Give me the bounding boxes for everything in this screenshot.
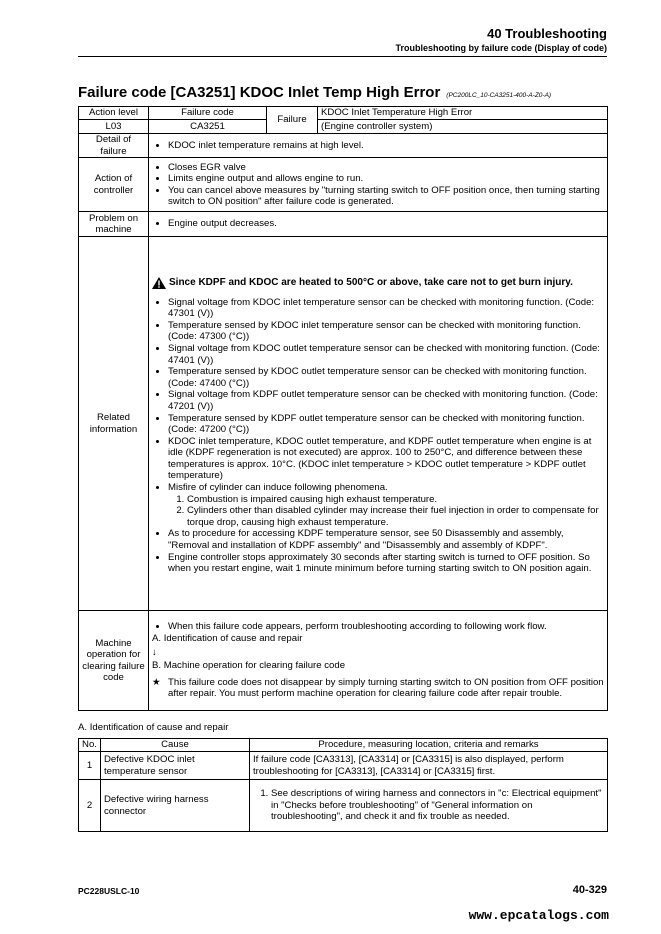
problem-label: Problem on machine	[79, 212, 149, 237]
detail-text: • KDOC inlet temperature remains at high level.	[168, 140, 604, 152]
footer-model: PC228USLC-10	[78, 886, 140, 896]
cause-table	[78, 738, 608, 832]
col-no: No.	[79, 739, 101, 752]
section-title: 40 Troubleshooting	[487, 26, 607, 41]
related-item	[168, 482, 604, 528]
table-row	[79, 752, 608, 780]
detail-cell	[149, 134, 608, 158]
col-procedure: Procedure, measuring location, criteria and remarks	[250, 739, 608, 752]
table-row	[79, 780, 608, 832]
related-item: • Engine controller stops approximately 30 seconds after starting switch is turned to OFF position. So when you restart engine, wait 1 minute minimum before turning starting switch to ON position again.	[168, 552, 604, 575]
row-procedure: If failure code [CA3313], [CA3314] or [CA3315] is also displayed, perform troubleshooting for [CA3313], [CA3314] or [CA3315] first.	[250, 752, 608, 780]
related-item: • Temperature sensed by KDPF outlet temperature sensor can be checked with monitoring function. (Code: 47200 (°C))	[168, 413, 604, 436]
header-rule	[78, 56, 607, 57]
machine-op-cell	[149, 611, 608, 711]
row-procedure: 1. See descriptions of wiring harness and connectors in "c: Electrical equipment" in "Checks before troubleshooting" of "General information on troubleshooting", and check it and fix trouble as needed.	[271, 788, 604, 823]
problem-cell	[149, 212, 608, 237]
col-cause: Cause	[101, 739, 250, 752]
action-level-value: L03	[79, 120, 149, 134]
flow-step-a: A. Identification of cause and repair	[152, 633, 303, 644]
watermark: www.epcatalogs.com	[468, 908, 609, 923]
misfire-item: 2. Cylinders other than disabled cylinder may increase their fuel injection in order to compensate for torque drop, causing high exhaust temperature.	[187, 505, 604, 528]
action-label: Action of controller	[79, 158, 149, 212]
flow-arrow: ↓	[152, 646, 157, 658]
actions-cell	[149, 158, 608, 212]
star-icon: ★	[152, 676, 161, 688]
action-level-label: Action level	[79, 107, 149, 120]
failure-code-value: CA3251	[149, 120, 267, 134]
star-note	[152, 677, 604, 700]
related-item: • Temperature sensed by KDOC outlet temperature sensor can be checked with monitoring function. (Code: 47400 (°C))	[168, 366, 604, 389]
related-cell	[149, 237, 608, 611]
related-item: • As to procedure for accessing KDPF temperature sensor, see 50 Disassembly and assembly, "Removal and installation of KDPF assembly" and "Disassembly and assembly of KDPF".	[168, 528, 604, 551]
failure-ref: (PC200LC_10-CA3251-400-A-Z0-A)	[446, 92, 552, 99]
row-cause: Defective KDOC inlet temperature sensor	[101, 752, 250, 780]
misfire-intro: Misfire of cylinder can induce following phenomena.	[168, 482, 388, 494]
related-item: • Signal voltage from KDOC outlet temperature sensor can be checked with monitoring function. (Code: 47401 (V))	[168, 343, 604, 366]
machine-op-bullet: • When this failure code appears, perform troubleshooting according to following work flow.	[168, 621, 604, 633]
burn-warning	[152, 277, 604, 289]
warning-icon	[152, 277, 166, 289]
failure-title	[78, 84, 551, 101]
related-item: • Signal voltage from KDOC inlet temperature sensor can be checked with monitoring function. (Code: 47301 (V))	[168, 297, 604, 320]
failure-name: KDOC Inlet Temperature High Error	[318, 107, 608, 120]
machine-op-label: Machine operation for clearing failure code	[79, 611, 149, 711]
problem-text: • Engine output decreases.	[168, 218, 604, 230]
related-item: • KDOC inlet temperature, KDOC outlet temperature, and KDPF outlet temperature when engine is at idle (KDPF regeneration is not executed) are approx. 100 to 250°C, and difference between these temperatures is approx. 10°C. (KDOC inlet temperature > KDOC outlet temperature > KDPF outlet temperature)	[168, 436, 604, 482]
related-item: • Temperature sensed by KDOC inlet temperature sensor can be checked with monitoring function. (Code: 47300 (°C))	[168, 320, 604, 343]
misfire-item: 1. Combustion is impaired causing high exhaust temperature.	[187, 494, 604, 506]
row-no: 2	[79, 780, 101, 832]
failure-label: Failure	[267, 107, 318, 134]
related-label: Related information	[79, 237, 149, 611]
detail-label: Detail of failure	[79, 134, 149, 158]
flow-step-b: B. Machine operation for clearing failure code	[152, 660, 346, 672]
footer-page: 40-329	[572, 884, 607, 896]
failure-system: (Engine controller system)	[318, 120, 608, 134]
action-item: • Closes EGR valve	[168, 162, 604, 174]
row-no: 1	[79, 752, 101, 780]
row-procedure-cell	[250, 780, 608, 832]
related-item: • Signal voltage from KDPF outlet temperature sensor can be checked with monitoring function. (Code: 47201 (V))	[168, 389, 604, 412]
action-item: • You can cancel above measures by "turning starting switch to OFF position once, then turning starting switch to ON position" after failure code is generated.	[168, 185, 604, 208]
action-item: • Limits engine output and allows engine to run.	[168, 173, 604, 185]
failure-code-label: Failure code	[149, 107, 267, 120]
star-note-text: This failure code does not disappear by simply turning starting switch to ON position from OFF position after repair. You must perform machine operation for clearing failure code after repair trouble.	[168, 676, 604, 700]
row-cause: Defective wiring harness connector	[101, 780, 250, 832]
section-a-heading: A. Identification of cause and repair	[78, 722, 229, 733]
failure-title-text: Failure code [CA3251] KDOC Inlet Temp High Error	[78, 84, 441, 101]
failure-table	[78, 106, 608, 711]
subsection-title: Troubleshooting by failure code (Display of code)	[395, 43, 607, 53]
warning-text: Since KDPF and KDOC are heated to 500°C or above, take care not to get burn injury.	[169, 276, 573, 288]
